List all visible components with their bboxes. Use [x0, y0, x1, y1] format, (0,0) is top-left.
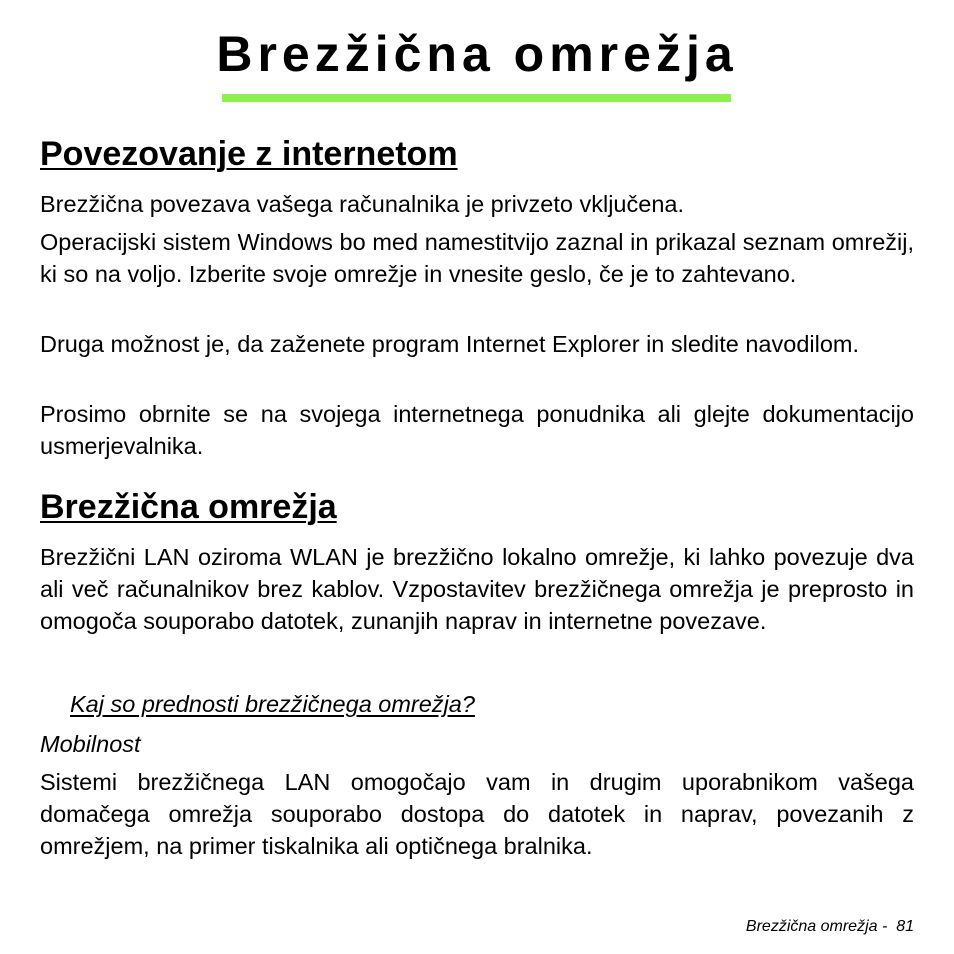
paragraph-internet-explorer: Druga možnost je, da zaženete program Internet Explorer in sledite navodilom. — [40, 331, 860, 357]
section-heading-internet: Povezovanje z internetom — [40, 135, 458, 173]
page-footer — [746, 917, 914, 937]
footer-page-number: 81 — [896, 918, 914, 935]
footer-section-name: Brezžična omrežja — [745, 918, 878, 935]
paragraph-wlan-intro: Brezžični LAN oziroma WLAN je brezžično lokalno omrežje, ki lahko povezuje dva ali več računalnikov brez kablov. Vzpostavitev brezžičnega omrežja je preprosto in omogoča souporabo datotek, zunanjih naprav in internetne povezave. — [40, 544, 914, 634]
paragraph-provider: Prosimo obrnite se na svojega internetnega ponudnika ali glejte dokumentacijo usmerjevalnika. — [40, 401, 914, 459]
paragraph-windows-networks: Operacijski sistem Windows bo med namestitvijo zaznal in prikazal seznam omrežij, ki so na voljo. Izberite svoje omrežje in vnesite geslo, če je to zahtevano. — [40, 229, 914, 287]
page-title: Brezžična omrežja — [216, 26, 738, 82]
title-accent-bar — [222, 94, 731, 102]
question-link[interactable]: Kaj so prednosti brezžičnega omrežja? — [70, 691, 475, 717]
subheading-mobility: Mobilnost — [40, 731, 141, 757]
paragraph-wireless-enabled: Brezžična povezava vašega računalnika je privzeto vključena. — [40, 191, 684, 217]
section-heading-wireless: Brezžična omrežja — [40, 488, 337, 526]
paragraph-mobility: Sistemi brezžičnega LAN omogočajo vam in drugim uporabnikom vašega domačega omrežja souporabo dostopa do datotek in naprav, povezanih z omrežjem, na primer tiskalnika ali optičnega bralnika. — [40, 769, 914, 859]
footer-separator: - — [877, 918, 897, 935]
